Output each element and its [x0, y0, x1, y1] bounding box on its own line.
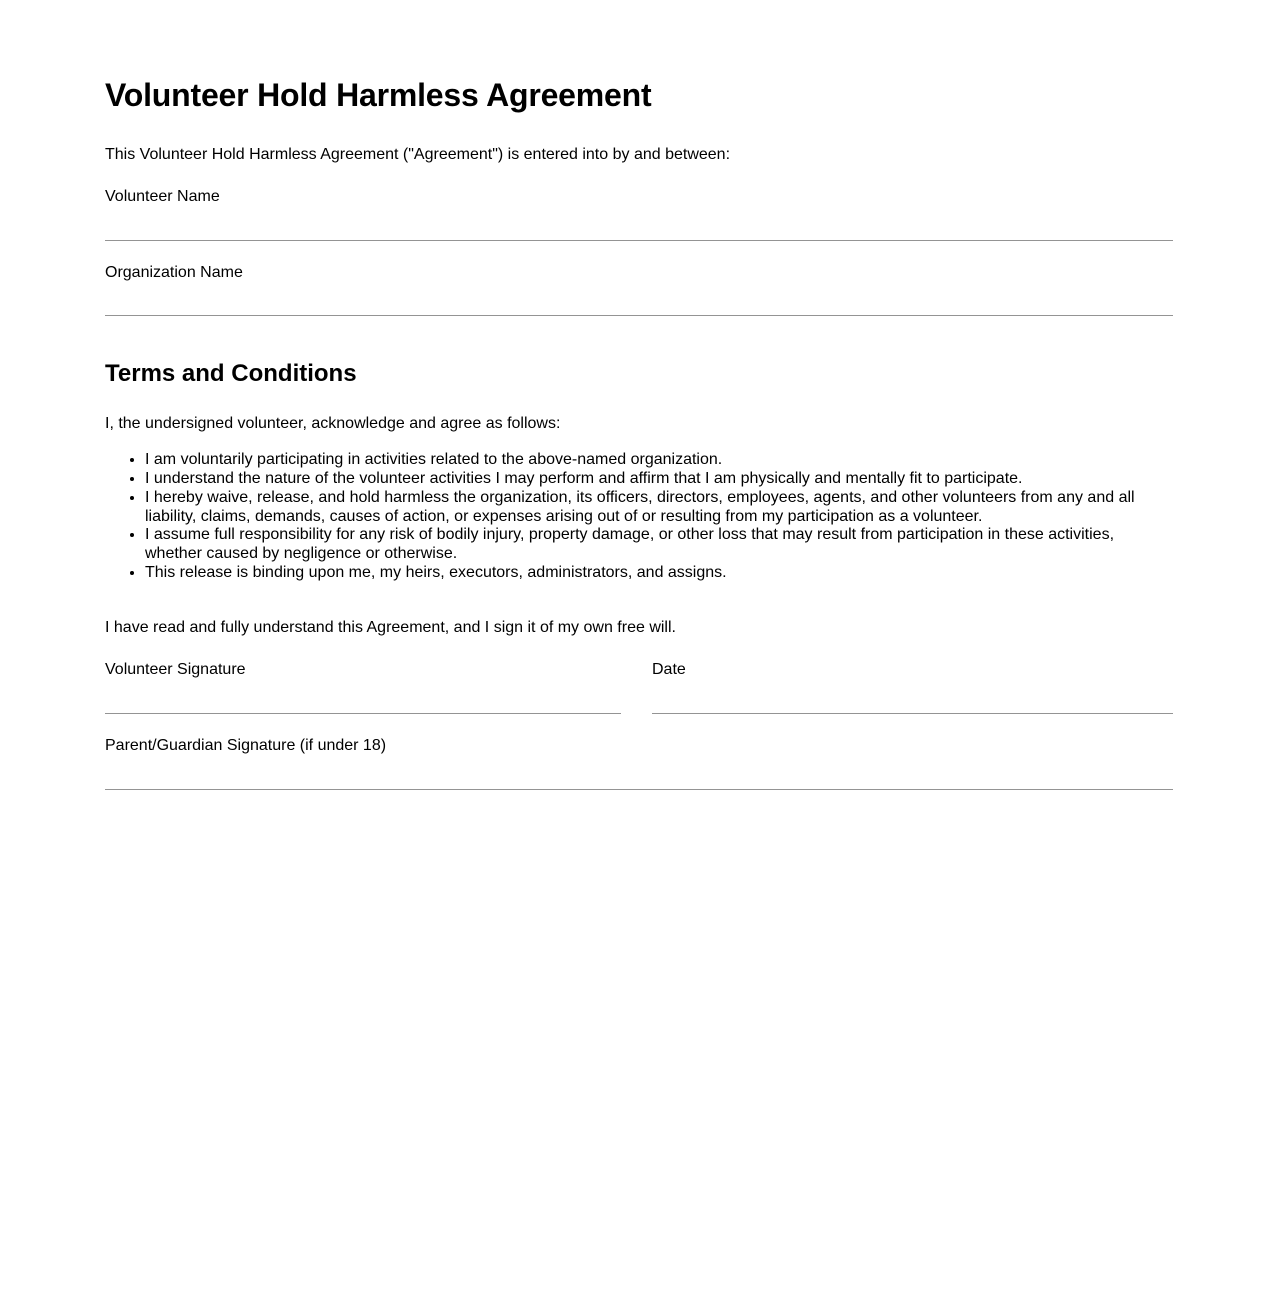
- affirmation-paragraph: I have read and fully understand this Agreement, and I sign it of my own free will.: [105, 619, 676, 637]
- signature-row: [105, 661, 1173, 714]
- volunteer-signature-field[interactable]: [105, 661, 621, 714]
- guardian-signature-field[interactable]: [105, 737, 1173, 790]
- list-item: • I understand the nature of the volunteer activities I may perform and affirm that I am physically and mentally fit to participate.: [145, 470, 1173, 489]
- volunteer-name-field[interactable]: [105, 188, 1173, 241]
- terms-list: [105, 451, 1173, 583]
- volunteer-signature-label: Volunteer Signature: [105, 660, 246, 678]
- page-title: Volunteer Hold Harmless Agreement: [105, 77, 652, 113]
- date-rule: [652, 713, 1173, 714]
- terms-lead-paragraph: I, the undersigned volunteer, acknowledge and agree as follows:: [105, 415, 561, 433]
- list-item: • I am voluntarily participating in activities related to the above-named organization.: [145, 451, 1173, 470]
- organization-name-rule: [105, 315, 1173, 316]
- intro-paragraph: This Volunteer Hold Harmless Agreement ("Agreement") is entered into by and between:: [105, 145, 731, 163]
- volunteer-signature-rule: [105, 713, 621, 714]
- guardian-signature-label: Parent/Guardian Signature (if under 18): [105, 736, 387, 754]
- date-field[interactable]: [652, 661, 1173, 714]
- terms-section-heading: Terms and Conditions: [105, 360, 357, 388]
- organization-name-label: Organization Name: [105, 263, 243, 281]
- list-item: • I assume full responsibility for any risk of bodily injury, property damage, or other loss that may result from participation in these activities, whether caused by negligence or otherwise.: [145, 526, 1173, 564]
- list-item: • I hereby waive, release, and hold harmless the organization, its officers, directors, employees, agents, and other volunteers from any and all liability, claims, demands, causes of action, or expenses arising out of or resulting from my participation as a volunteer.: [145, 489, 1173, 527]
- list-item: • This release is binding upon me, my heirs, executors, administrators, and assigns.: [145, 564, 1173, 583]
- volunteer-name-label: Volunteer Name: [105, 187, 220, 205]
- guardian-signature-rule: [105, 789, 1173, 790]
- volunteer-name-rule: [105, 240, 1173, 241]
- date-label: Date: [652, 660, 686, 678]
- organization-name-field[interactable]: [105, 264, 1173, 317]
